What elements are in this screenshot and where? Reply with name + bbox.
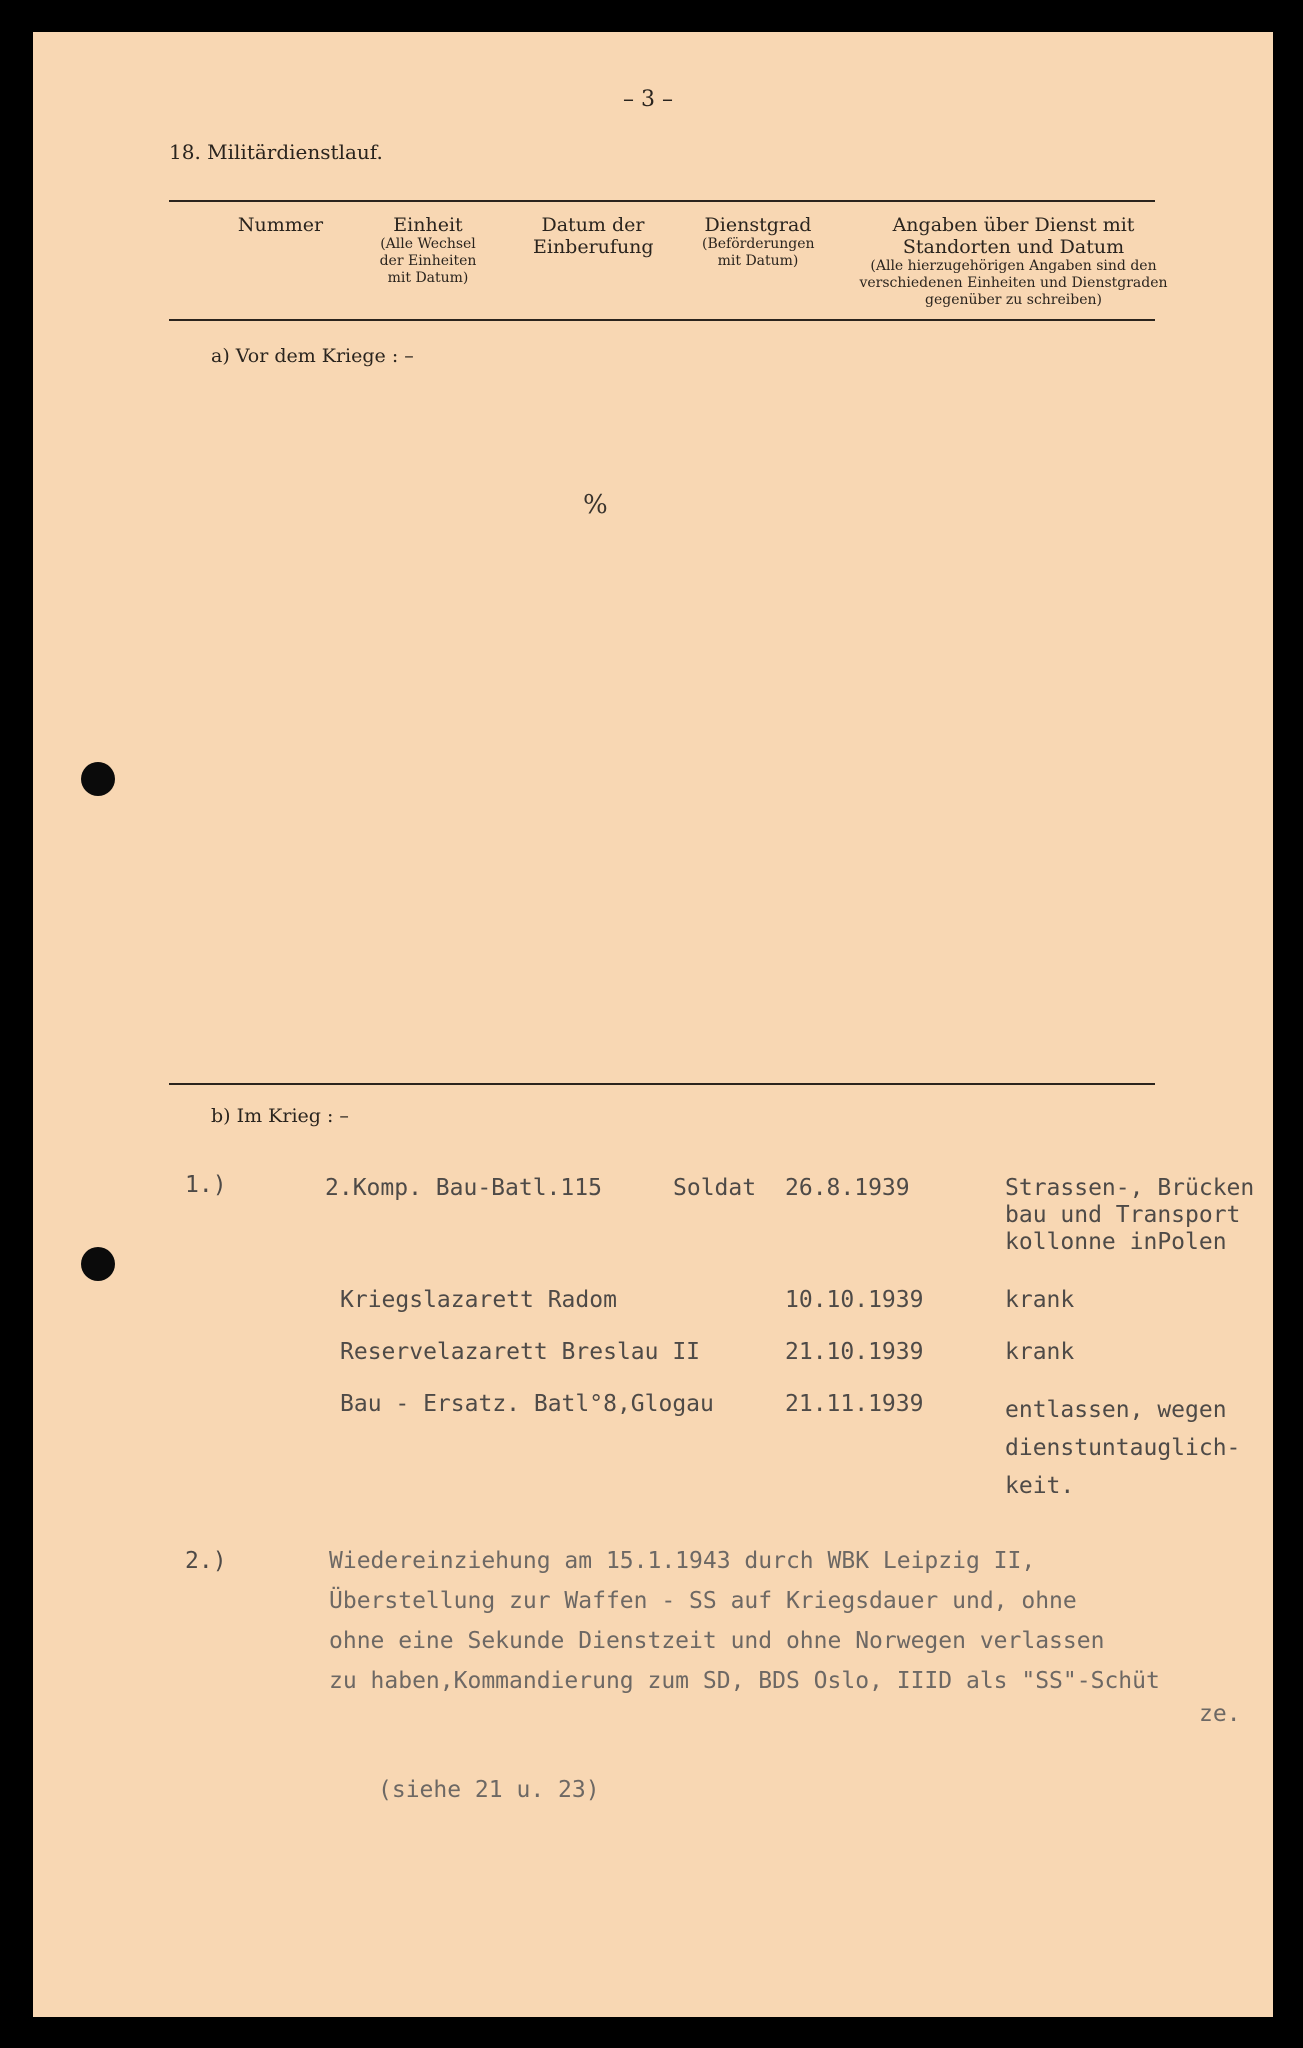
col-title: Angaben über Dienst mit Standorten und Datum [892, 214, 1135, 258]
punch-hole [81, 762, 115, 796]
entry-2-text-tail: ze. [1199, 1701, 1241, 1727]
section-b-label: b) Im Krieg : – [211, 1105, 349, 1127]
detail-line: kollonne inPolen [1005, 1229, 1227, 1255]
col-header-angaben [841, 214, 1186, 309]
text-line: ohne eine Sekunde Dienstzeit und ohne Norwegen verlassen [329, 1628, 1105, 1654]
header-bottom-rule [169, 319, 1155, 321]
entry-1-rank: Soldat [673, 1175, 757, 1201]
sub-entry-2-detail: krank [1005, 1339, 1075, 1365]
col-header-einheit [353, 214, 503, 287]
sub-entry-2-date: 21.10.1939 [785, 1339, 924, 1365]
detail-line: keit. [1005, 1473, 1075, 1499]
col-note: (Alle Wechsel der Einheiten mit Datum) [379, 236, 477, 286]
page-number: – 3 – [623, 87, 673, 112]
punch-hole [81, 1247, 115, 1281]
sub-entry-3-date: 21.11.1939 [785, 1391, 924, 1417]
col-note: (Alle hierzugehörigen Angaben sind den verschiedenen Einheiten und Dienstgraden gegenüber zu schreiben) [859, 258, 1168, 308]
entry-2-number: 2.) [185, 1548, 227, 1574]
entry-1-unit: 2.Komp. Bau-Batl.115 [325, 1175, 602, 1201]
col-title: Dienstgrad [704, 214, 812, 236]
text-line: zu haben,Kommandierung zum SD, BDS Oslo, IIID als "SS"-Schüt [329, 1668, 1160, 1694]
sub-entry-3-unit: Bau - Ersatz. Batl°8,Glogau [340, 1391, 714, 1417]
header-top-rule [169, 200, 1155, 202]
detail-line: entlassen, wegen [1005, 1397, 1227, 1423]
entry-2-text [329, 1541, 1160, 1701]
entry-1-number: 1.) [185, 1172, 227, 1198]
text-line: Überstellung zur Waffen - SS auf Kriegsdauer und, ohne [329, 1588, 1077, 1614]
document-page [33, 32, 1273, 2017]
entry-1-details [1005, 1175, 1254, 1256]
reference-note: (siehe 21 u. 23) [378, 1777, 600, 1803]
section-title: 18. Militärdienstlauf. [169, 140, 383, 164]
section-divider-rule [169, 1083, 1155, 1085]
col-header-nummer [213, 214, 348, 236]
col-note: (Beförderungen mit Datum) [702, 236, 815, 269]
strike-mark: % [583, 490, 608, 520]
detail-line: bau und Transport [1005, 1202, 1241, 1228]
col-title: Einheit [393, 214, 463, 236]
sub-entry-2-unit: Reservelazarett Breslau II [340, 1339, 701, 1365]
sub-entry-3-details [1005, 1391, 1240, 1505]
section-a-label: a) Vor dem Kriege : – [211, 345, 414, 367]
col-title: Datum der Einberufung [533, 214, 654, 258]
text-line: Wiedereinziehung am 15.1.1943 durch WBK Leipzig II, [329, 1548, 1036, 1574]
col-title: Nummer [237, 214, 324, 236]
col-header-dienstgrad [678, 214, 838, 270]
detail-line: dienstuntauglich- [1005, 1435, 1241, 1461]
sub-entry-1-unit: Kriegslazarett Radom [340, 1287, 617, 1313]
sub-entry-1-date: 10.10.1939 [785, 1287, 924, 1313]
sub-entry-1-detail: krank [1005, 1287, 1075, 1313]
entry-1-date: 26.8.1939 [785, 1175, 910, 1201]
col-header-datum [513, 214, 673, 258]
detail-line: Strassen-, Brücken [1005, 1175, 1255, 1201]
